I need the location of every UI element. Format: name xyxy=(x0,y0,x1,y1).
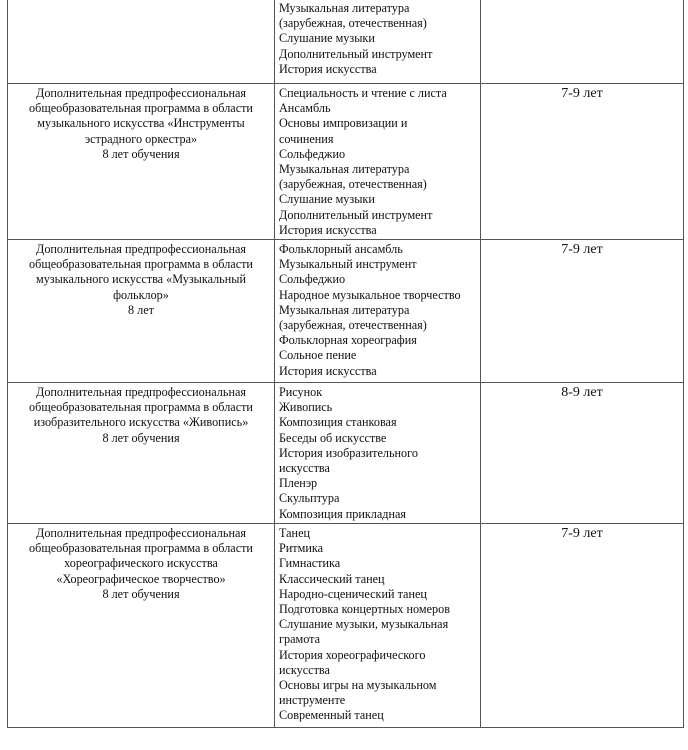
subject-item: (зарубежная, отечественная) xyxy=(279,16,427,31)
table-row xyxy=(8,383,684,524)
subjects-cell xyxy=(275,240,481,383)
subject-item: Гимнастика xyxy=(279,556,341,571)
subject-item: Основы игры на музыкальном xyxy=(279,678,437,693)
subject-item: Сольфеджио xyxy=(279,272,346,287)
programs-table-body xyxy=(8,0,684,728)
program-name-line: музыкального искусства «Музыкальный xyxy=(36,272,246,287)
subject-item: искусства xyxy=(279,461,330,476)
subject-item: Фольклорный ансамбль xyxy=(279,242,403,257)
subject-item: Современный танец xyxy=(279,708,384,723)
program-name-line: общеобразовательная программа в области xyxy=(29,101,253,116)
program-name-cell xyxy=(8,524,275,728)
subject-item: Сольфеджио xyxy=(279,146,346,161)
subject-item: Живопись xyxy=(279,400,333,415)
subject-item: Специальность и чтение с листа xyxy=(279,86,447,100)
program-name-line: 8 лет xyxy=(128,302,154,317)
subjects-cell xyxy=(275,524,481,728)
subject-item: Классический танец xyxy=(279,571,385,586)
subject-item: Народно-сценический танец xyxy=(279,586,427,601)
program-name-line: музыкального искусства «Инструменты xyxy=(37,116,245,131)
program-name-cell xyxy=(8,240,275,383)
table-row xyxy=(8,84,684,240)
subject-item: История искусства xyxy=(279,222,377,237)
subject-item: Ансамбль xyxy=(279,101,331,116)
subject-item: Народное музыкальное творчество xyxy=(279,287,461,302)
program-name-line: общеобразовательная программа в области xyxy=(29,257,253,272)
program-name-cell xyxy=(8,0,275,84)
subject-item: (зарубежная, отечественная) xyxy=(279,177,427,192)
subject-item: искусства xyxy=(279,662,330,677)
subject-item: История искусства xyxy=(279,61,377,76)
subject-item: Танец xyxy=(279,526,311,541)
program-name-line: изобразительного искусства «Живопись» xyxy=(33,415,249,430)
subject-item: (зарубежная, отечественная) xyxy=(279,318,427,333)
subject-item: Слушание музыки xyxy=(279,192,375,207)
subject-item: Дополнительный инструмент xyxy=(279,207,433,222)
program-name-line: Дополнительная предпрофессиональная xyxy=(36,242,246,257)
age-range-cell: 7-9 лет xyxy=(481,240,684,383)
subject-item: Рисунок xyxy=(279,385,323,400)
subject-item: Музыкальная литература xyxy=(279,162,410,177)
subject-item: Слушание музыки xyxy=(279,31,375,46)
subject-item: Подготовка концертных номеров xyxy=(279,602,450,617)
subject-item: сочинения xyxy=(279,131,334,146)
subject-item: Музыкальная литература xyxy=(279,302,410,317)
age-range-cell xyxy=(481,0,684,84)
subject-item: История искусства xyxy=(279,363,377,378)
subject-item: Слушание музыки, музыкальная xyxy=(279,617,449,632)
subject-item: Музыкальная литература xyxy=(279,1,410,15)
age-range-cell: 7-9 лет xyxy=(481,84,684,240)
program-name-cell xyxy=(8,84,275,240)
subject-item: Беседы об искусстве xyxy=(279,430,387,445)
program-name-line: общеобразовательная программа в области xyxy=(29,541,253,556)
subject-item: Композиция прикладная xyxy=(279,506,407,521)
subject-item: Композиция станковая xyxy=(279,415,397,430)
table-row xyxy=(8,524,684,728)
program-name-line: Дополнительная предпрофессиональная xyxy=(36,385,246,400)
subject-item: История изобразительного xyxy=(279,445,418,460)
subjects-cell xyxy=(275,84,481,240)
subject-item: Основы импровизации и xyxy=(279,116,408,131)
programs-table xyxy=(7,0,684,728)
subject-item: инструменте xyxy=(279,693,346,708)
subject-item: Скульптура xyxy=(279,491,340,506)
subjects-cell xyxy=(275,383,481,524)
program-name-line: эстрадного оркестра» xyxy=(84,131,198,146)
age-range-cell: 7-9 лет xyxy=(481,524,684,728)
subject-item: Музыкальный инструмент xyxy=(279,257,417,272)
subject-item: Сольное пение xyxy=(279,348,357,363)
subject-item: грамота xyxy=(279,632,321,647)
program-name-line: Дополнительная предпрофессиональная xyxy=(36,526,246,541)
subject-item: Дополнительный инструмент xyxy=(279,46,433,61)
table-row xyxy=(8,0,684,84)
program-name-line: 8 лет обучения xyxy=(102,430,180,445)
program-name-line: хореографического искусства xyxy=(64,556,218,571)
subject-item: Пленэр xyxy=(279,476,318,491)
program-name-line: «Хореографическое творчество» xyxy=(56,571,226,586)
subjects-cell xyxy=(275,0,481,84)
age-range-cell: 8-9 лет xyxy=(481,383,684,524)
subject-item: Фольклорная хореография xyxy=(279,333,417,348)
program-name-line: фольклор» xyxy=(113,287,169,302)
table-row xyxy=(8,240,684,383)
program-name-line: общеобразовательная программа в области xyxy=(29,400,253,415)
subject-item: Ритмика xyxy=(279,541,324,556)
program-name-cell xyxy=(8,383,275,524)
program-name-line: 8 лет обучения xyxy=(102,586,180,601)
subject-item: История хореографического xyxy=(279,647,426,662)
program-name-line: 8 лет обучения xyxy=(102,146,180,161)
program-name-line: Дополнительная предпрофессиональная xyxy=(36,86,246,100)
